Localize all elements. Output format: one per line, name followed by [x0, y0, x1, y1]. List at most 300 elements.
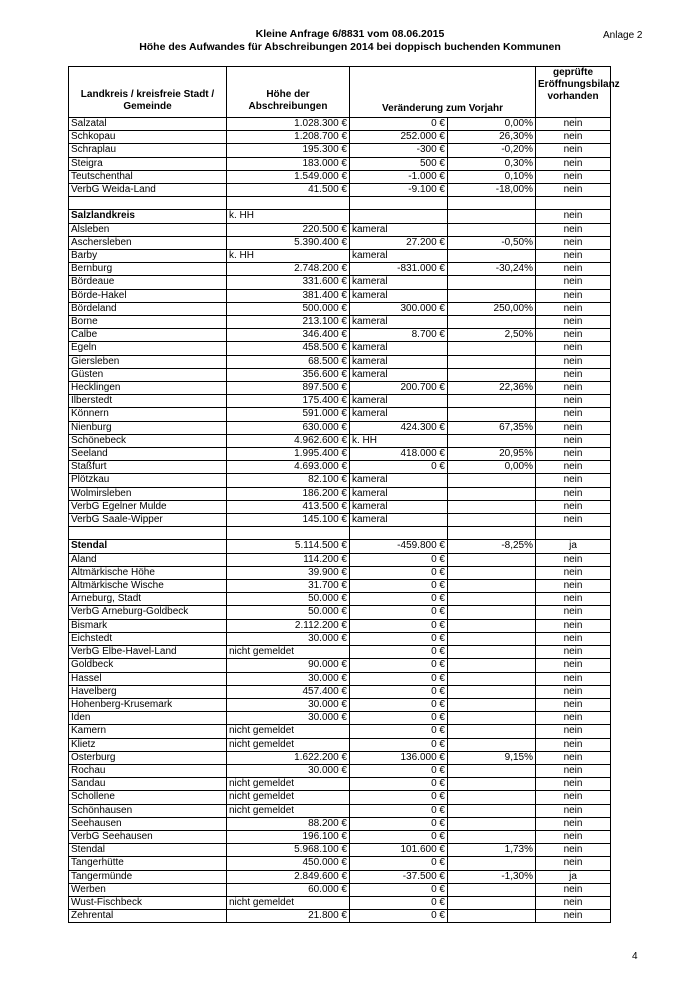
cell-percent: 67,35%: [448, 421, 536, 434]
cell-percent: 0,10%: [448, 170, 536, 183]
cell-percent: [448, 408, 536, 421]
cell-balance: nein: [536, 368, 611, 381]
cell-percent: [448, 223, 536, 236]
table-row: [69, 210, 611, 223]
cell-balance: nein: [536, 553, 611, 566]
table-row: [69, 804, 611, 817]
cell-amount: 4.693.000 €: [227, 461, 350, 474]
cell-percent: [448, 632, 536, 645]
cell-balance: nein: [536, 857, 611, 870]
cell-change: 0 €: [350, 461, 448, 474]
cell-change: 0 €: [350, 566, 448, 579]
cell-balance: nein: [536, 302, 611, 315]
cell-name: Staßfurt: [69, 461, 227, 474]
cell-balance: nein: [536, 184, 611, 197]
cell-name: Seeland: [69, 448, 227, 461]
cell-balance: nein: [536, 619, 611, 632]
cell-percent: [448, 725, 536, 738]
cell-name: Steigra: [69, 157, 227, 170]
cell-change: 0 €: [350, 685, 448, 698]
cell-change: 0 €: [350, 910, 448, 923]
cell-balance: nein: [536, 791, 611, 804]
cell-percent: 0,00%: [448, 461, 536, 474]
cell-name: Arneburg, Stadt: [69, 593, 227, 606]
cell-balance: nein: [536, 342, 611, 355]
cell-balance: ja: [536, 870, 611, 883]
cell-change: 0 €: [350, 632, 448, 645]
cell-balance: nein: [536, 698, 611, 711]
cell-percent: [448, 514, 536, 527]
cell-balance: nein: [536, 157, 611, 170]
cell-percent: [448, 276, 536, 289]
table-row: [69, 672, 611, 685]
cell-change: 0 €: [350, 646, 448, 659]
cell-balance: nein: [536, 448, 611, 461]
header-name: Landkreis / kreisfreie Stadt / Gemeinde: [69, 67, 227, 118]
cell-balance: nein: [536, 250, 611, 263]
cell-percent: [448, 355, 536, 368]
header-amount: Höhe der Abschreibungen: [227, 67, 350, 118]
cell-balance: nein: [536, 500, 611, 513]
cell-amount: 1.549.000 €: [227, 170, 350, 183]
cell-name: Sandau: [69, 778, 227, 791]
cell-percent: 2,50%: [448, 329, 536, 342]
cell-name: Alsleben: [69, 223, 227, 236]
empty-cell: [350, 197, 448, 210]
table-row: [69, 553, 611, 566]
cell-balance: nein: [536, 170, 611, 183]
cell-percent: 22,36%: [448, 382, 536, 395]
cell-change: 0 €: [350, 118, 448, 131]
cell-percent: 250,00%: [448, 302, 536, 315]
cell-amount: 356.600 €: [227, 368, 350, 381]
cell-percent: [448, 606, 536, 619]
cell-balance: nein: [536, 896, 611, 909]
cell-amount: nicht gemeldet: [227, 778, 350, 791]
cell-percent: 26,30%: [448, 131, 536, 144]
cell-amount: 2.748.200 €: [227, 263, 350, 276]
cell-amount: 897.500 €: [227, 382, 350, 395]
table-row: [69, 870, 611, 883]
cell-name: Hohenberg-Krusemark: [69, 698, 227, 711]
cell-name: Goldbeck: [69, 659, 227, 672]
table-row: [69, 157, 611, 170]
table-row: [69, 857, 611, 870]
cell-balance: nein: [536, 263, 611, 276]
cell-percent: [448, 883, 536, 896]
cell-name: Aschersleben: [69, 236, 227, 249]
cell-balance: nein: [536, 712, 611, 725]
title-line-2: Höhe des Aufwandes für Abschreibungen 2014 bei doppisch buchenden Kommunen: [139, 40, 561, 53]
cell-percent: -0,50%: [448, 236, 536, 249]
cell-balance: nein: [536, 725, 611, 738]
table-row: [69, 514, 611, 527]
table-row: [69, 619, 611, 632]
cell-name: Nienburg: [69, 421, 227, 434]
cell-name: Giersleben: [69, 355, 227, 368]
cell-percent: [448, 250, 536, 263]
cell-change: 0 €: [350, 606, 448, 619]
cell-amount: 50.000 €: [227, 593, 350, 606]
cell-percent: 20,95%: [448, 448, 536, 461]
cell-change: 0 €: [350, 804, 448, 817]
cell-percent: [448, 896, 536, 909]
table-row: [69, 408, 611, 421]
cell-percent: 9,15%: [448, 751, 536, 764]
cell-change: 136.000 €: [350, 751, 448, 764]
cell-balance: nein: [536, 817, 611, 830]
cell-name: Teutschenthal: [69, 170, 227, 183]
page-number: 4: [632, 951, 638, 962]
cell-amount: 2.849.600 €: [227, 870, 350, 883]
table-row: [69, 144, 611, 157]
table-row: [69, 263, 611, 276]
cell-amount: 5.968.100 €: [227, 844, 350, 857]
cell-change: kameral: [350, 223, 448, 236]
cell-percent: [448, 289, 536, 302]
cell-name: Tangermünde: [69, 870, 227, 883]
cell-change: 0 €: [350, 619, 448, 632]
table-row: [69, 382, 611, 395]
cell-percent: [448, 593, 536, 606]
cell-change: -1.000 €: [350, 170, 448, 183]
cell-change: 0 €: [350, 817, 448, 830]
cell-name: Plötzkau: [69, 474, 227, 487]
cell-percent: [448, 210, 536, 223]
cell-amount: k. HH: [227, 210, 350, 223]
cell-amount: 21.800 €: [227, 910, 350, 923]
cell-name: Stendal: [69, 844, 227, 857]
cell-change: k. HH: [350, 434, 448, 447]
cell-balance: nein: [536, 276, 611, 289]
cell-percent: [448, 580, 536, 593]
cell-balance: nein: [536, 764, 611, 777]
table-row: [69, 764, 611, 777]
cell-amount: 346.400 €: [227, 329, 350, 342]
table-row: [69, 817, 611, 830]
cell-name: Börde-Hakel: [69, 289, 227, 302]
cell-balance: nein: [536, 395, 611, 408]
cell-change: 500 €: [350, 157, 448, 170]
table-row: [69, 712, 611, 725]
cell-balance: nein: [536, 316, 611, 329]
cell-balance: nein: [536, 236, 611, 249]
cell-amount: 196.100 €: [227, 830, 350, 843]
table-row: [69, 342, 611, 355]
cell-balance: nein: [536, 751, 611, 764]
cell-change: kameral: [350, 500, 448, 513]
cell-name: Bismark: [69, 619, 227, 632]
cell-percent: [448, 342, 536, 355]
cell-change: 252.000 €: [350, 131, 448, 144]
cell-name: Schkopau: [69, 131, 227, 144]
table-row: [69, 830, 611, 843]
cell-change: 0 €: [350, 725, 448, 738]
cell-balance: nein: [536, 487, 611, 500]
cell-balance: nein: [536, 606, 611, 619]
cell-change: 0 €: [350, 764, 448, 777]
table-row: [69, 910, 611, 923]
cell-name: Havelberg: [69, 685, 227, 698]
cell-amount: 213.100 €: [227, 316, 350, 329]
table-row: [69, 276, 611, 289]
cell-percent: [448, 553, 536, 566]
empty-cell: [448, 197, 536, 210]
table-row: [69, 659, 611, 672]
table-row: [69, 131, 611, 144]
cell-amount: 4.962.600 €: [227, 434, 350, 447]
empty-cell: [536, 197, 611, 210]
cell-change: kameral: [350, 276, 448, 289]
table-row: [69, 606, 611, 619]
cell-amount: 5.114.500 €: [227, 540, 350, 553]
table-row: [69, 421, 611, 434]
document-title: [0, 28, 700, 53]
table-row: [69, 223, 611, 236]
cell-balance: nein: [536, 461, 611, 474]
table-row: [69, 500, 611, 513]
cell-change: kameral: [350, 514, 448, 527]
table-row: [69, 791, 611, 804]
empty-cell: [69, 197, 227, 210]
cell-change: 0 €: [350, 883, 448, 896]
cell-amount: 381.400 €: [227, 289, 350, 302]
cell-amount: nicht gemeldet: [227, 738, 350, 751]
cell-balance: nein: [536, 289, 611, 302]
cell-percent: [448, 698, 536, 711]
cell-percent: [448, 830, 536, 843]
cell-percent: [448, 619, 536, 632]
cell-name: Könnern: [69, 408, 227, 421]
cell-name: Stendal: [69, 540, 227, 553]
cell-name: Wolmirsleben: [69, 487, 227, 500]
cell-balance: nein: [536, 632, 611, 645]
cell-name: Schraplau: [69, 144, 227, 157]
cell-change: -9.100 €: [350, 184, 448, 197]
spacer-row: [69, 197, 611, 210]
cell-balance: nein: [536, 131, 611, 144]
cell-balance: nein: [536, 778, 611, 791]
cell-percent: [448, 474, 536, 487]
cell-amount: k. HH: [227, 250, 350, 263]
cell-balance: nein: [536, 738, 611, 751]
cell-balance: nein: [536, 685, 611, 698]
table-row: [69, 725, 611, 738]
header-change: Veränderung zum Vorjahr: [350, 67, 536, 118]
table-row: [69, 685, 611, 698]
cell-balance: nein: [536, 223, 611, 236]
cell-change: 0 €: [350, 593, 448, 606]
cell-change: 300.000 €: [350, 302, 448, 315]
cell-change: [350, 210, 448, 223]
empty-cell: [536, 527, 611, 540]
cell-name: Calbe: [69, 329, 227, 342]
cell-amount: 220.500 €: [227, 223, 350, 236]
cell-amount: 145.100 €: [227, 514, 350, 527]
cell-percent: [448, 712, 536, 725]
table-row: [69, 461, 611, 474]
cell-change: 0 €: [350, 659, 448, 672]
cell-change: kameral: [350, 368, 448, 381]
cell-percent: [448, 646, 536, 659]
cell-change: 0 €: [350, 778, 448, 791]
table-row: [69, 751, 611, 764]
table-row: [69, 118, 611, 131]
cell-name: VerbG Seehausen: [69, 830, 227, 843]
cell-change: -300 €: [350, 144, 448, 157]
cell-amount: nicht gemeldet: [227, 646, 350, 659]
cell-balance: nein: [536, 566, 611, 579]
cell-name: Borne: [69, 316, 227, 329]
cell-percent: [448, 672, 536, 685]
cell-name: Barby: [69, 250, 227, 263]
cell-amount: 1.995.400 €: [227, 448, 350, 461]
cell-balance: nein: [536, 329, 611, 342]
empty-cell: [448, 527, 536, 540]
cell-amount: 630.000 €: [227, 421, 350, 434]
cell-percent: 1,73%: [448, 844, 536, 857]
depreciation-table: [68, 66, 620, 923]
cell-amount: 82.100 €: [227, 474, 350, 487]
cell-change: 200.700 €: [350, 382, 448, 395]
cell-change: 27.200 €: [350, 236, 448, 249]
empty-cell: [350, 527, 448, 540]
cell-name: Salzlandkreis: [69, 210, 227, 223]
table-row: [69, 289, 611, 302]
cell-amount: 457.400 €: [227, 685, 350, 698]
cell-amount: 1.208.700 €: [227, 131, 350, 144]
cell-name: Schönhausen: [69, 804, 227, 817]
cell-amount: 39.900 €: [227, 566, 350, 579]
cell-name: Salzatal: [69, 118, 227, 131]
cell-amount: 450.000 €: [227, 857, 350, 870]
cell-amount: nicht gemeldet: [227, 896, 350, 909]
table-row: [69, 448, 611, 461]
cell-amount: 114.200 €: [227, 553, 350, 566]
cell-amount: 30.000 €: [227, 632, 350, 645]
cell-amount: 68.500 €: [227, 355, 350, 368]
table-row: [69, 778, 611, 791]
table-row: [69, 883, 611, 896]
cell-percent: 0,30%: [448, 157, 536, 170]
cell-percent: [448, 395, 536, 408]
cell-percent: -1,30%: [448, 870, 536, 883]
cell-amount: 331.600 €: [227, 276, 350, 289]
cell-percent: [448, 659, 536, 672]
cell-change: 418.000 €: [350, 448, 448, 461]
cell-name: Schollene: [69, 791, 227, 804]
empty-cell: [227, 197, 350, 210]
table-row: [69, 844, 611, 857]
table-body: [69, 118, 611, 923]
empty-cell: [69, 527, 227, 540]
cell-amount: 591.000 €: [227, 408, 350, 421]
table-row: [69, 646, 611, 659]
table-row: [69, 329, 611, 342]
table-row: [69, 170, 611, 183]
cell-percent: [448, 316, 536, 329]
table-row: [69, 434, 611, 447]
cell-percent: [448, 566, 536, 579]
cell-change: 0 €: [350, 896, 448, 909]
cell-change: kameral: [350, 474, 448, 487]
cell-name: Tangerhütte: [69, 857, 227, 870]
cell-balance: nein: [536, 646, 611, 659]
spacer-row: [69, 527, 611, 540]
table-row: [69, 355, 611, 368]
cell-amount: 30.000 €: [227, 698, 350, 711]
cell-change: 0 €: [350, 830, 448, 843]
cell-name: Güsten: [69, 368, 227, 381]
cell-name: Klietz: [69, 738, 227, 751]
cell-name: Kamern: [69, 725, 227, 738]
cell-balance: nein: [536, 910, 611, 923]
cell-name: Egeln: [69, 342, 227, 355]
table-row: [69, 236, 611, 249]
cell-change: kameral: [350, 487, 448, 500]
cell-amount: 30.000 €: [227, 672, 350, 685]
table-row: [69, 632, 611, 645]
cell-change: 8.700 €: [350, 329, 448, 342]
cell-change: kameral: [350, 342, 448, 355]
cell-amount: 1.622.200 €: [227, 751, 350, 764]
table-row: [69, 250, 611, 263]
table-header: [69, 67, 611, 118]
cell-amount: 458.500 €: [227, 342, 350, 355]
cell-change: 0 €: [350, 791, 448, 804]
cell-change: 101.600 €: [350, 844, 448, 857]
annex-label: Anlage 2: [603, 30, 643, 41]
cell-amount: 195.300 €: [227, 144, 350, 157]
cell-name: VerbG Elbe-Havel-Land: [69, 646, 227, 659]
cell-balance: nein: [536, 210, 611, 223]
cell-name: Bernburg: [69, 263, 227, 276]
table-row: [69, 302, 611, 315]
cell-name: Rochau: [69, 764, 227, 777]
cell-percent: [448, 804, 536, 817]
table-row: [69, 487, 611, 500]
cell-balance: nein: [536, 434, 611, 447]
cell-balance: nein: [536, 580, 611, 593]
cell-amount: 5.390.400 €: [227, 236, 350, 249]
cell-percent: [448, 817, 536, 830]
cell-percent: -30,24%: [448, 263, 536, 276]
cell-change: kameral: [350, 408, 448, 421]
cell-amount: 413.500 €: [227, 500, 350, 513]
table-row: [69, 395, 611, 408]
cell-percent: 0,00%: [448, 118, 536, 131]
cell-amount: 186.200 €: [227, 487, 350, 500]
cell-balance: nein: [536, 118, 611, 131]
cell-change: 424.300 €: [350, 421, 448, 434]
cell-name: Bördeland: [69, 302, 227, 315]
cell-amount: 90.000 €: [227, 659, 350, 672]
cell-change: kameral: [350, 355, 448, 368]
cell-amount: 500.000 €: [227, 302, 350, 315]
cell-name: Hecklingen: [69, 382, 227, 395]
cell-name: Altmärkische Höhe: [69, 566, 227, 579]
cell-balance: nein: [536, 804, 611, 817]
cell-balance: nein: [536, 355, 611, 368]
table-row: [69, 316, 611, 329]
cell-amount: nicht gemeldet: [227, 804, 350, 817]
cell-change: 0 €: [350, 738, 448, 751]
cell-change: 0 €: [350, 712, 448, 725]
cell-amount: 50.000 €: [227, 606, 350, 619]
cell-balance: ja: [536, 540, 611, 553]
table-row: [69, 580, 611, 593]
header-balance: geprüfte Eröffnungsbilanz vorhanden: [536, 67, 611, 118]
